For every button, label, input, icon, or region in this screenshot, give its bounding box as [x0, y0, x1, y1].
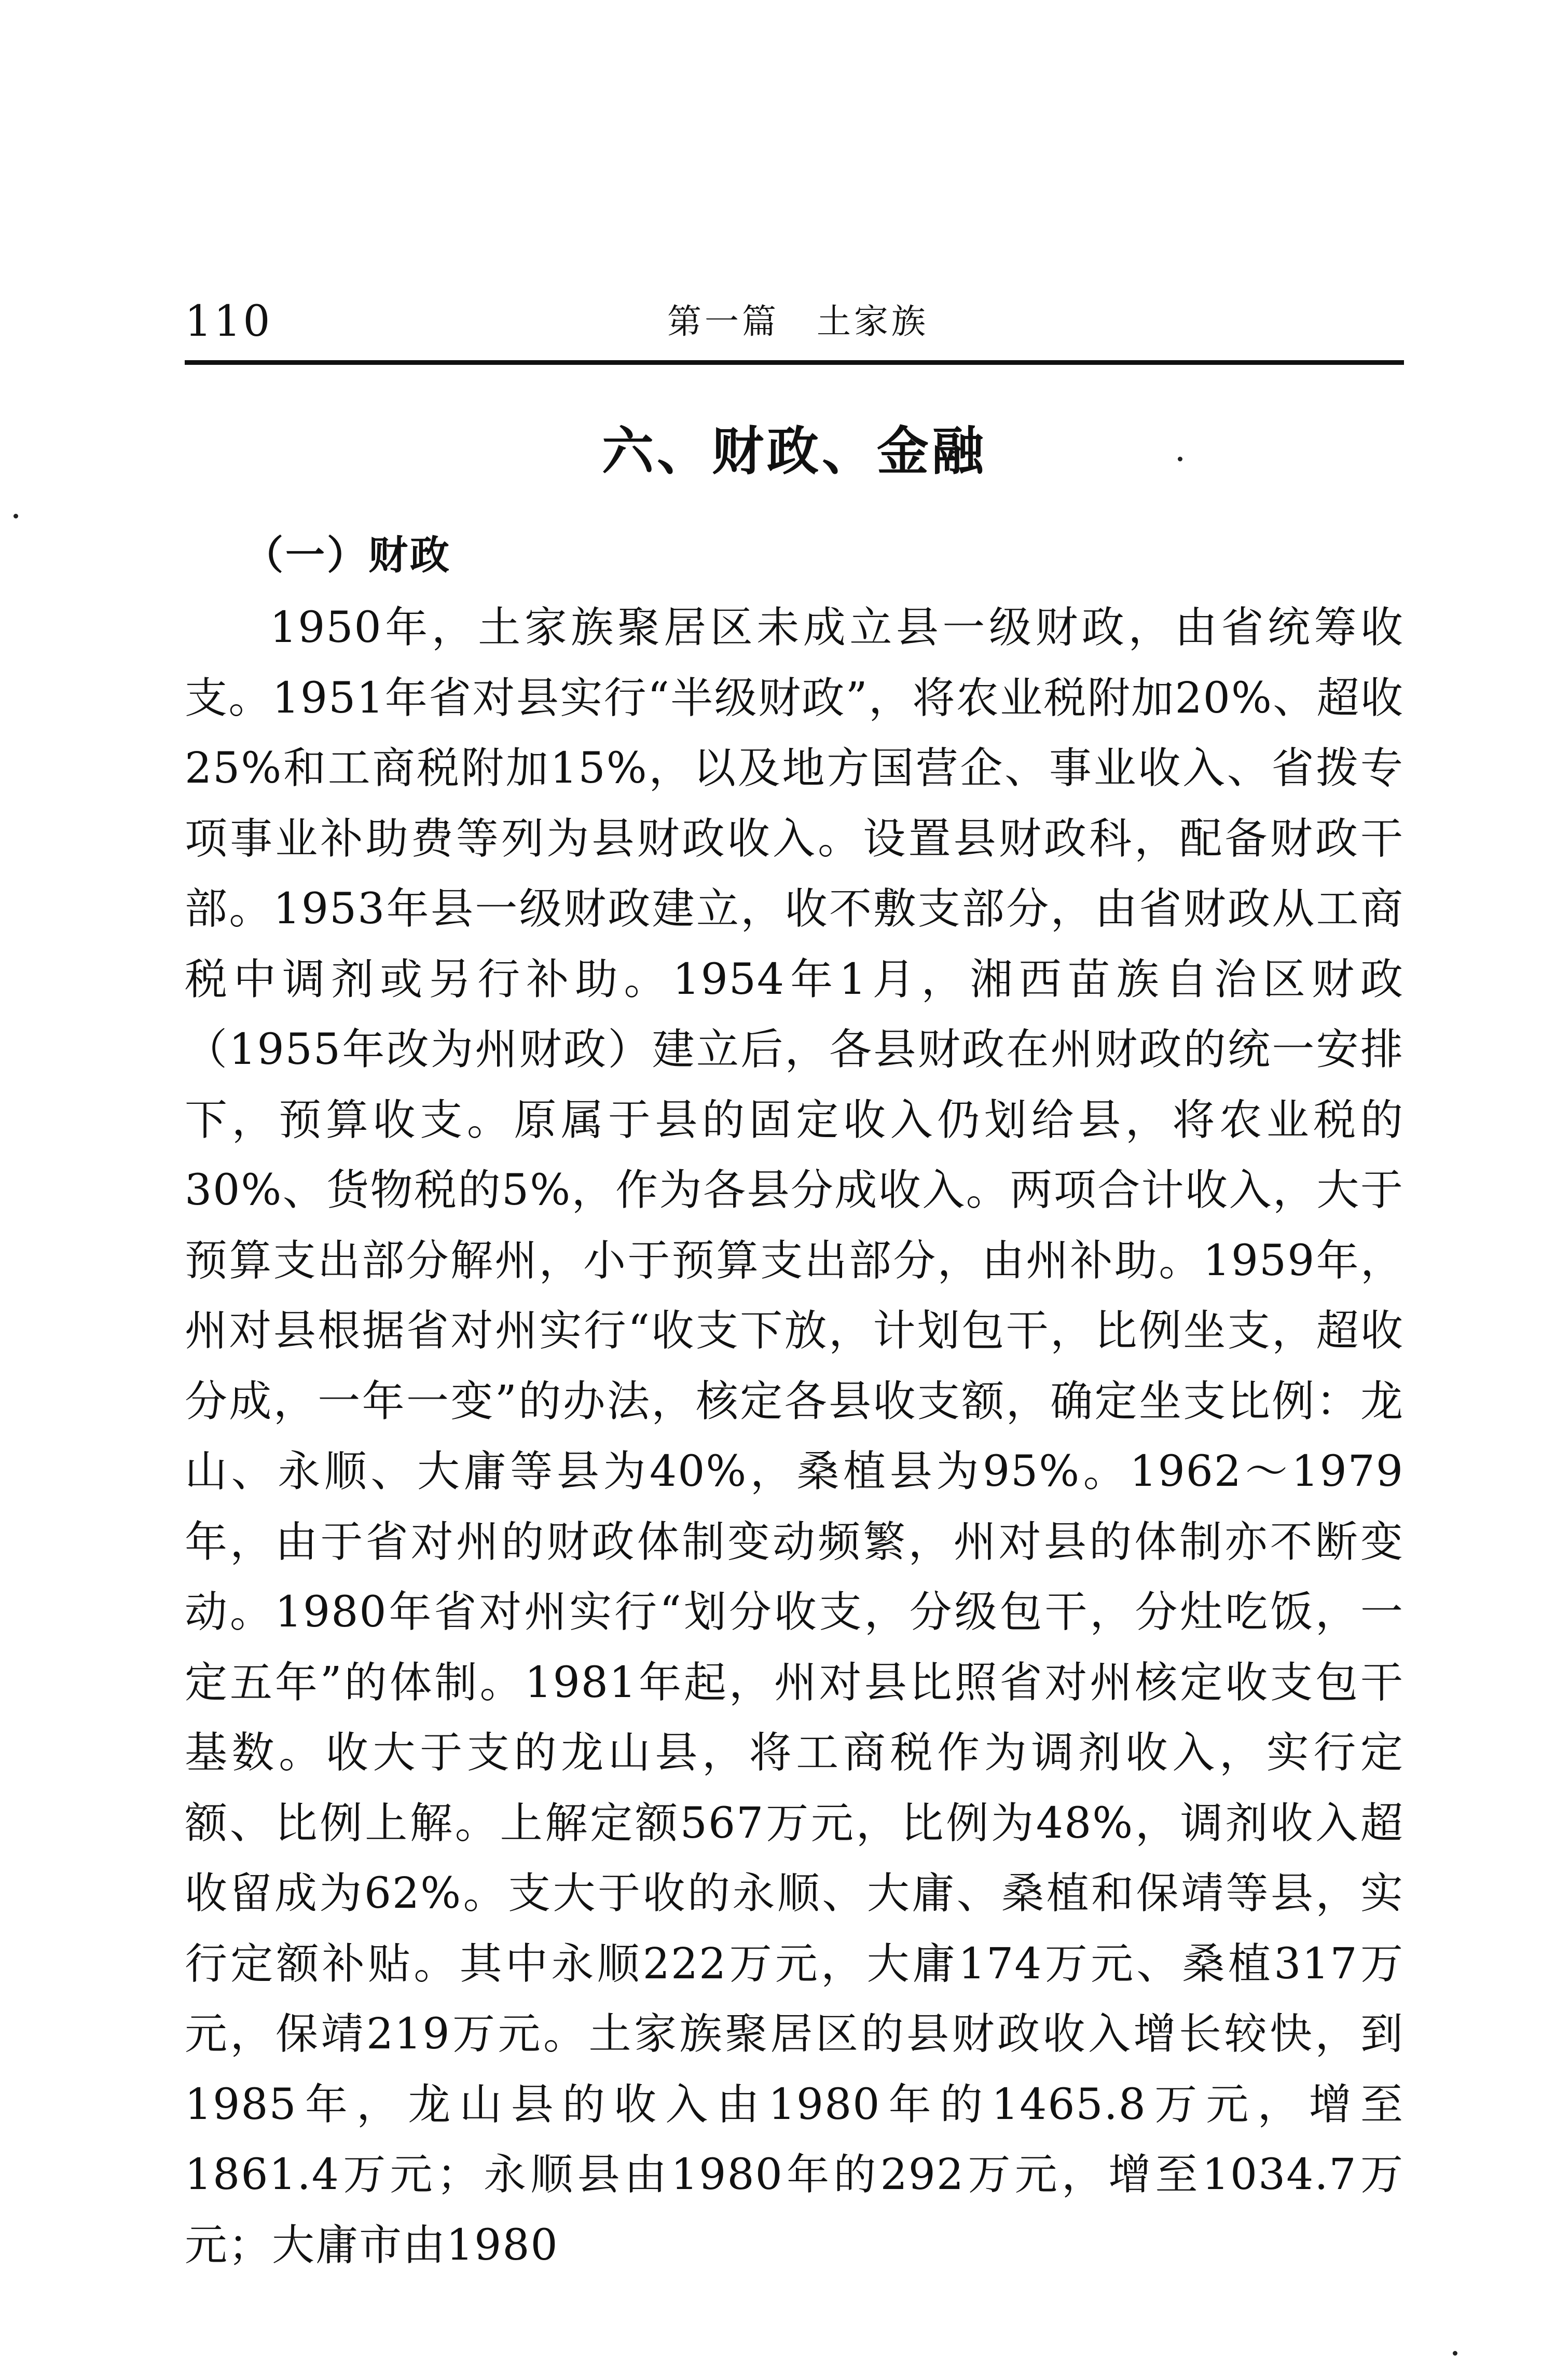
body-paragraph: 1950年，土家族聚居区未成立县一级财政，由省统筹收支。1951年省对县实行“半级财政”，将农业税附加20%、超收25%和工商税附加15%，以及地方国营企、事业收入、省拨专项事业补助费等列为县财政收入。设置县财政科，配备财政干部。1953年县一级财政建立，收不敷支部分，由省财政从工商税中调剂或另行补助。1954年1月，湘西苗族自治区财政（1955年改为州财政）建立后，各县财政在州财政的统一安排下，预算收支。原属于县的固定收入仍划给县，将农业税的30%、货物税的5%，作为各县分成收入。两项合计收入，大于预算支出部分解州，小于预算支出部分，由州补助。1959年，州对县根据省对州实行“收支下放，计划包干，比例坐支，超收分成，一年一变”的办法，核定各县收支额，确定坐支比例：龙山、永顺、大庸等县为40%，桑植县为95%。1962～1979年，由于省对州的财政体制变动频繁，州对县的体制亦不断变动。1980年省对州实行“划分收支，分级包干，分灶吃饭，一定五年”的体制。1981年起，州对县比照省对州核定收支包干基数。收大于支的龙山县，将工商税作为调剂收入，实行定额、比例上解。上解定额567万元，比例为48%，调剂收入超收留成为62%。支大于收的永顺、大庸、桑植和保靖等县，实行定额补贴。其中永顺222万元，大庸174万元、桑植317万元，保靖219万元。土家族聚居区的县财政收入增长较快，到1985年，龙山县的收入由1980年的1465.8万元，增至1861.4万元；永顺县由1980年的292万元，增至1034.7万元；大庸市由1980	[185, 603, 1404, 2270]
scan-speck	[1178, 457, 1182, 461]
scan-speck	[13, 514, 18, 518]
header-rule	[185, 360, 1404, 365]
scan-speck	[1453, 2351, 1457, 2356]
subsection-heading: （一）财政	[244, 532, 451, 578]
running-title: 第一篇 土家族	[667, 302, 929, 341]
page-number: 110	[185, 297, 272, 346]
section-heading: 六、财政、金融	[602, 421, 987, 482]
running-header	[185, 291, 1404, 353]
